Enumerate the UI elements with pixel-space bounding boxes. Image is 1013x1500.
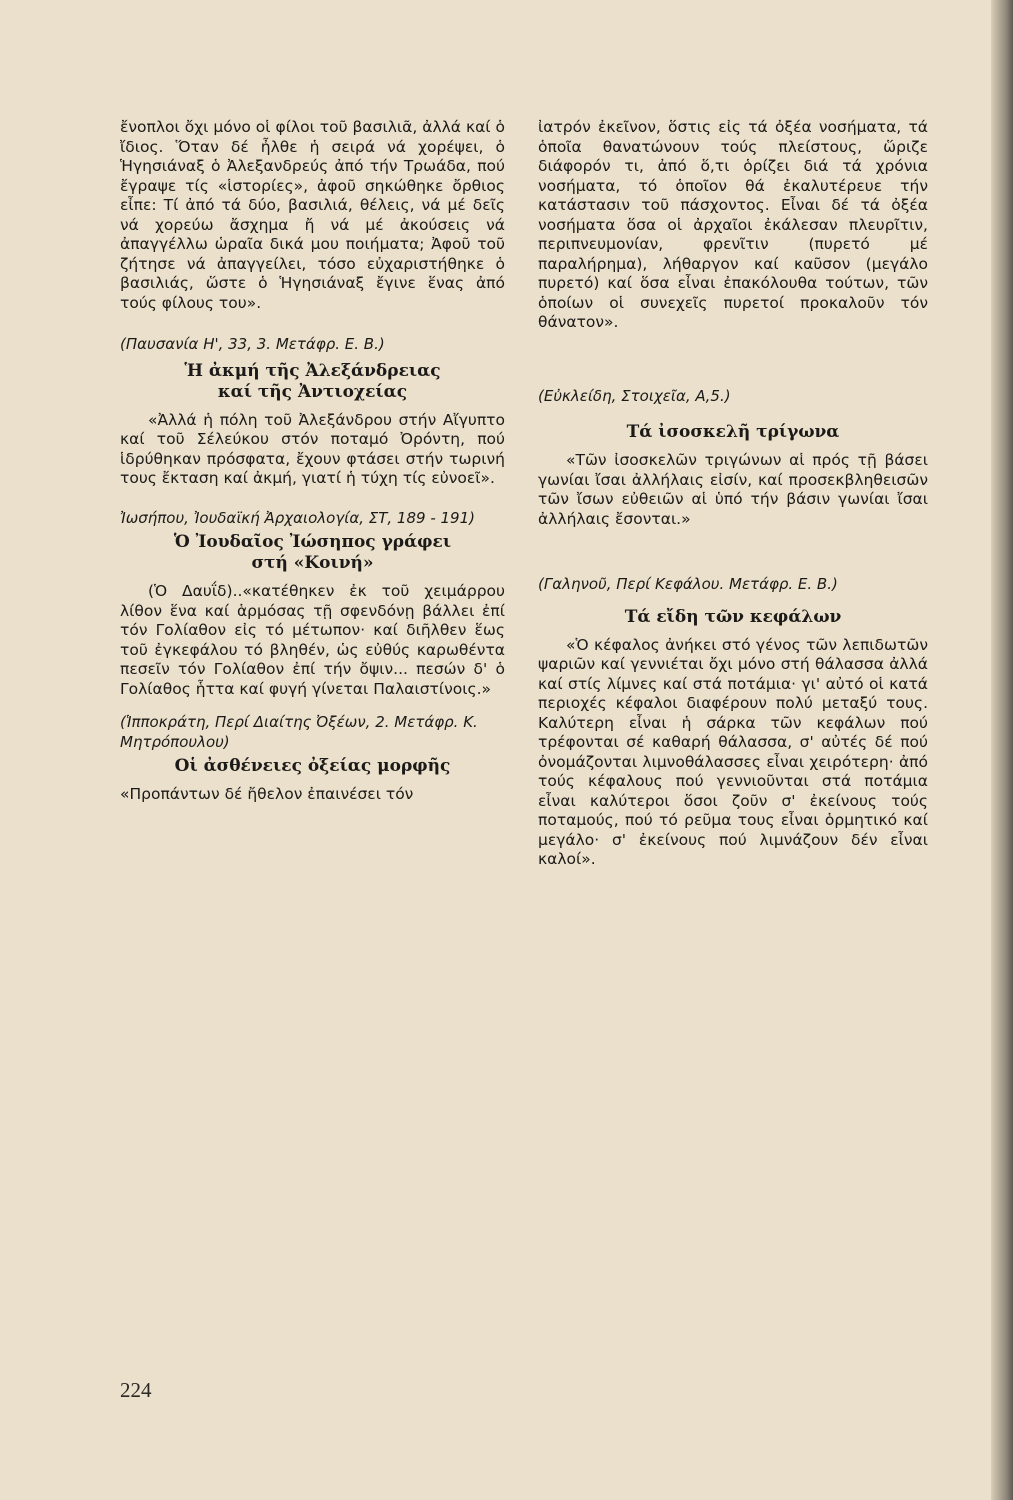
heading-isosceles-triangles: Τά ἰσοσκελῆ τρίγωνα — [626, 422, 840, 442]
citation-hippocrates: (Ἱπποκράτη, Περί Διαίτης Ὀξέων, 2. Μετάφρ. Κ. Μητρόπουλου) — [120, 713, 478, 751]
citation-euclid: (Εὐκλείδη, Στοιχεῖα, Α,5.) — [538, 386, 731, 405]
left-column — [120, 118, 505, 805]
heading-alexandria-line-1: Ἡ ἀκμή τῆς Ἀλεξάνδρειας — [184, 360, 441, 381]
heading-alexandria-line-2: καί τῆς Ἀντιοχείας — [217, 381, 408, 402]
left-paragraph-4: «Προπάντων δέ ἤθελον ἐπαινέσει τόν — [120, 785, 414, 803]
right-column — [538, 118, 928, 870]
left-paragraph-3: (Ὁ Δαυΐδ)..«κατέθηκεν ἐκ τοῦ χειμάρρου λίθον ἕνα καί ἁρμόσας τῇ σφενδόνῃ βάλλει ἐπί τόν Γολίαθον εἰς τό μέτωπον· καί διῆλθεν ἕως τοῦ ἐγκεφάλου τό βληθέν, ὡς εὐθύς καρωθέντα πεσεῖν τόν Γολίαθον ἐπί τήν ὄψιν... πεσών δ' ὁ Γολίαθος ἧττα καί φυγή γίνεται Παλαιστίνοις.» — [120, 582, 505, 698]
citation-josephus: Ἰωσήπου, Ἰουδαϊκή Ἀρχαιολογία, ΣΤ, 189 - 191) — [120, 508, 475, 527]
heading-acute-diseases: Οἱ ἀσθένειες ὀξείας μορφῆς — [174, 756, 451, 776]
heading-koine — [120, 532, 505, 574]
left-paragraph-1: ἔνοπλοι ὄχι μόνο οἱ φίλοι τοῦ βασιλιᾶ, ἀλλά καί ὁ ἴδιος. Ὅταν δέ ἦλθε ἡ σειρά νά χορέψει, ὁ Ἡγησιάναξ ὁ Ἀλεξανδρεύς ἀπό τήν Τρωάδα, πού ἔγραψε τίς «ἱστορίες», ἀφοῦ σηκώθηκε ὄρθιος εἶπε: Τί ἀπό τά δύο, βασιλιά, θέλεις, νά μέ δεῖς νά χορεύω ἄσχημα ἤ νά μέ ἀκούσεις νά ἀπαγγέλλω ὡραῖα δικά μου ποιήματα; Ἀφοῦ τοῦ ζήτησε νά ἀπαγγείλει, τόσο εὐχαριστήθηκε ὁ βασιλιάς, ὥστε ὁ Ἡγησιάναξ ἔγινε ἕνας ἀπό τούς φίλους του». — [120, 118, 505, 312]
left-paragraph-2: «Ἀλλά ἡ πόλη τοῦ Ἀλεξάνδρου στήν Αἴγυπτο καί τοῦ Σέλεύκου στόν ποταμό Ὀρόντη, πού ἱδρύθηκαν πρόσφατα, ἔχουν φτάσει στήν τωρινή τους ἔκταση καί ἀκμή, γιατί ἡ τύχη τίς εὐνοεῖ». — [120, 410, 505, 487]
citation-galen: (Γαληνοῦ, Περί Κεφάλου. Μετάφρ. Ε. Β.) — [538, 575, 838, 593]
heading-koine-line-1: Ὁ Ἰουδαῖος Ἰώσηπος γράφει — [173, 532, 452, 552]
page-number: 224 — [120, 1378, 152, 1402]
citation-pausanias: (Παυσανία Η', 33, 3. Μετάφρ. Ε. Β.) — [120, 335, 385, 353]
right-paragraph-1: ἰατρόν ἐκεῖνον, ὅστις εἰς τά ὀξέα νοσήματα, τά ὁποῖα θανατώνουν τούς πλείστους, ὥριζε διάφορόν τι, ἀπό ὅ,τι ὁρίζει διά τά χρόνια νοσήματα, τό ὁποῖον θά ἐκαλυτέρευε τήν κατάστασιν τοῦ πάσχοντος. Εἶναι δέ τά ὀξέα νοσήματα ὅσα οἱ ἀρχαῖοι ἐκάλεσαν πλευρῖτιν, περιπνευμονίαν, φρενῖτιν (πυρετό μέ παραλήρημα), λήθαργον καί καῦσον (μεγάλο πυρετό) καί ὅσα εἶναι ἐπακόλουθα τούτων, τῶν ὁποίων οἱ συνεχεῖς πυρετοί προκαλοῦν τόν θάνατον». — [538, 118, 928, 331]
right-paragraph-2: «Τῶν ἰσοσκελῶν τριγώνων αἱ πρός τῇ βάσει γωνίαι ἴσαι ἀλλήλαις εἰσίν, καί προσεκβληθεισῶν τῶν ἴσων εὐθειῶν αἱ ὑπό τήν βάσιν γωνίαι ἴσαι ἀλλήλαις ἔσονται.» — [538, 451, 928, 528]
page-edge — [991, 0, 1013, 1500]
right-paragraph-3: «Ὁ κέφαλος ἀνήκει στό γένος τῶν λεπιδωτῶν ψαριῶν καί γεννιέται ὄχι μόνο στή θάλασσα ἀλλά καί στίς λίμνες καί στά ποτάμια· γι' αὐτό οἱ κατά περιοχές κέφαλοι διαφέρουν πολύ μεταξύ τους. Καλύτερη εἶναι ἡ σάρκα τῶν κεφάλων πού τρέφονται σέ καθαρή θάλασσα, σ' αὐτές δέ πού ὀνομάζονται λιμνοθάλασσες εἶναι χειρότερη· ἀπό τούς κέφαλους πού γεννιοῦνται στά ποτάμια εἶναι καλύτεροι ὅσοι ζοῦν σ' ἐκείνους τούς ποταμούς, πού τό ρεῦμα τους εἶναι ὁρμητικό καί μεγάλο· σ' ἐκείνους πού λιμνάζουν δέν εἶναι καλοί». — [538, 635, 928, 868]
heading-mullet-types: Τά εἴδη τῶν κεφάλων — [624, 606, 842, 627]
heading-alexandria — [120, 361, 505, 403]
heading-koine-line-2: στή «Κοινή» — [251, 553, 374, 573]
